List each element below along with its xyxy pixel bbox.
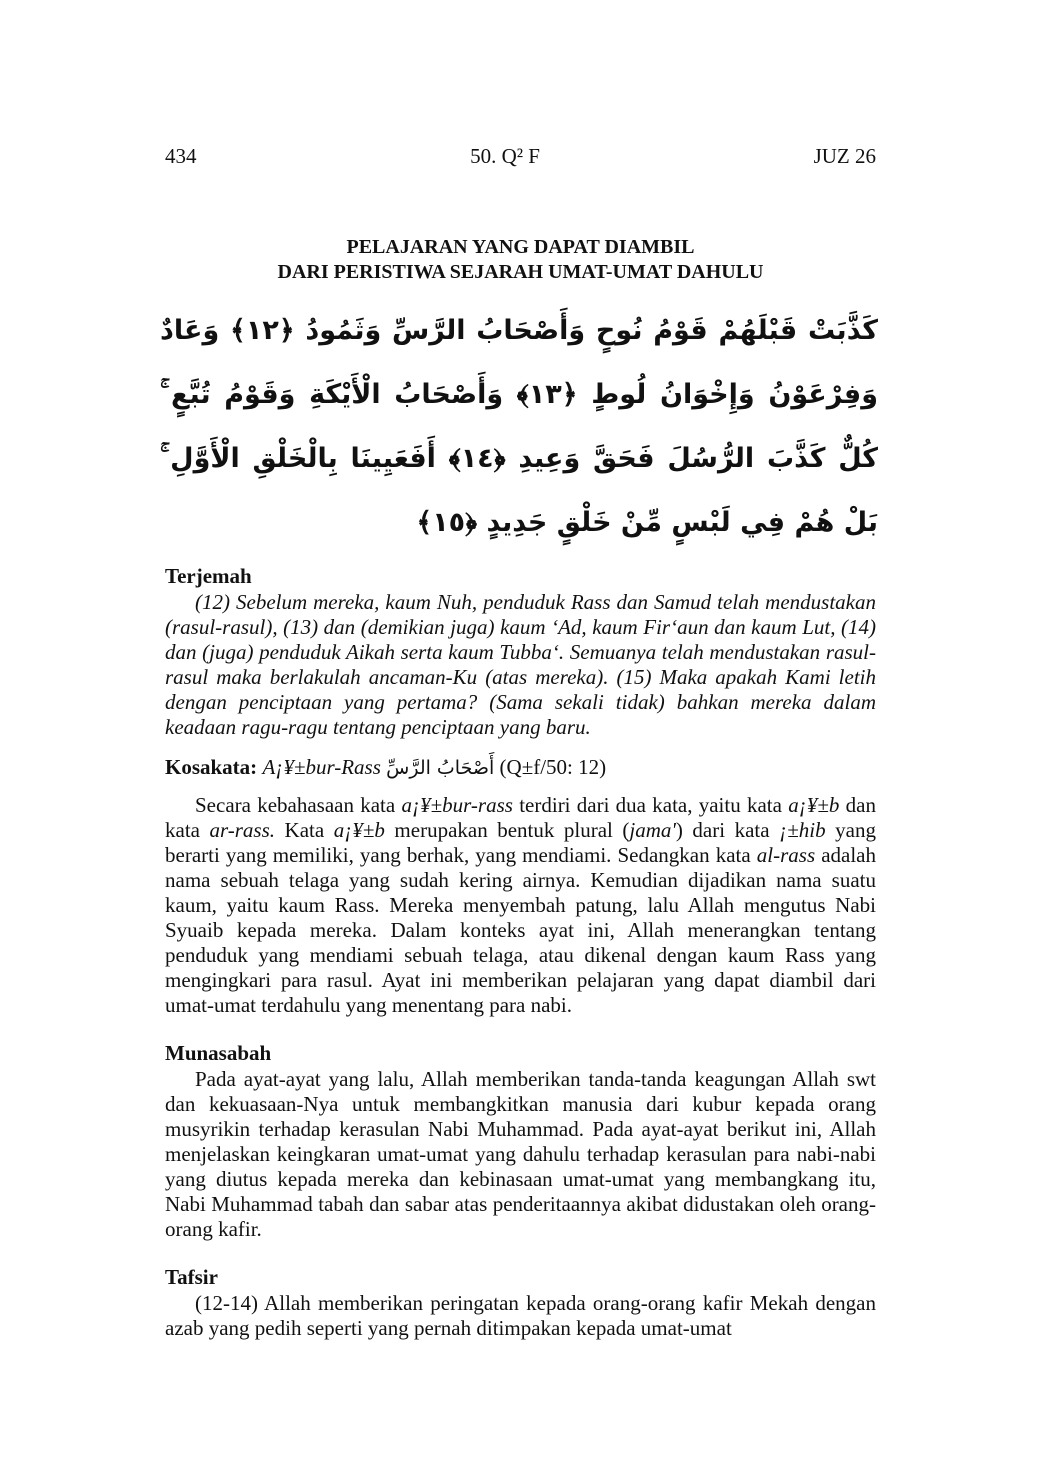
kosakata-arabic: أَصْحَابُ الرَّسِّ	[386, 757, 495, 779]
terjemah-text: (12) Sebelum mereka, kaum Nuh, penduduk Rass dan Samud telah mendustakan (rasul-rasul), (13) dan (demikian juga) kaum ‘Ad, kaum Fir‘aun dan kaum Lut, (14) dan (juga) penduduk Aikah serta kaum Tubba‘. Semuanya telah mendustakan rasul-rasul maka berlakulah ancaman-Ku (atas mereka). (15) Maka apakah Kami letih dengan penciptaan yang pertama? (Sama sekali tidak) bahkan mereka dalam keadaan ragu-ragu tentang penciptaan yang baru.	[165, 590, 876, 739]
kosakata-text: ) dari kata	[675, 818, 780, 842]
title-line-1: PELAJARAN YANG DAPAT DIAMBIL	[346, 236, 695, 258]
kosakata-term-italic: a¡¥±bur-rass	[401, 793, 513, 817]
kosakata-term-italic: a¡¥±b	[788, 793, 840, 817]
terjemah-heading: Terjemah	[165, 564, 252, 588]
kosakata-paragraph	[165, 793, 876, 1018]
kosakata-text: dan kata	[165, 793, 876, 842]
kosakata-term-italic: ¡±hib	[779, 818, 826, 842]
kosakata-text: terdiri dari dua kata, yaitu kata	[512, 793, 789, 817]
kosakata-text: Kata	[275, 818, 334, 842]
kosakata-text: yang berarti yang memiliki, yang berhak, yang mendiami. Sedangkan kata	[165, 818, 876, 867]
tafsir-heading: Tafsir	[165, 1265, 218, 1289]
kosakata-text: merupakan bentuk plural (	[384, 818, 630, 842]
kosakata-label: Kosakata:	[165, 755, 258, 779]
kosakata-ref: (Q±f/50: 12)	[499, 755, 607, 779]
running-header	[165, 143, 876, 169]
page-number: 434	[165, 144, 197, 168]
arabic-verses: كَذَّبَتْ قَبْلَهُمْ قَوْمُ نُوحٍ وَأَصْحَابُ الرَّسِّ وَثَمُودُ ﴿١٢﴾ وَعَادٌ وَفِرْعَوْنُ وَإِخْوَانُ لُوطٍ ﴿١٣﴾ وَأَصْحَابُ الْأَيْكَةِ وَقَوْمُ تُبَّعٍ ۚ كُلٌّ كَذَّبَ الرُّسُلَ فَحَقَّ وَعِيدِ ﴿١٤﴾ أَفَعَيِينَا بِالْخَلْقِ الْأَوَّلِ ۚ بَلْ هُمْ فِي لَبْسٍ مِّنْ خَلْقٍ جَدِيدٍ ﴿١٥﴾	[160, 315, 878, 538]
title-line-2: DARI PERISTIWA SEJARAH UMAT-UMAT DAHULU	[277, 261, 764, 283]
kosakata-term-italic: a¡¥±b	[333, 818, 385, 842]
kosakata-term-italic: jama'	[629, 818, 676, 842]
kosakata-text: Secara kebahasaan kata	[195, 793, 402, 817]
munasabah-heading: Munasabah	[165, 1041, 272, 1065]
tafsir-text: (12-14) Allah memberikan peringatan kepada orang-orang kafir Mekah dengan azab yang pedih seperti yang pernah ditimpakan kepada umat-umat	[165, 1291, 876, 1340]
kosakata-text: adalah nama sebuah telaga yang sudah kering airnya. Kemudian dijadikan nama suatu kaum, yaitu kaum Rass. Mereka menyembah patung, lalu Allah mengutus Nabi Syuaib kepada mereka. Dalam konteks ayat ini, Allah menerangkan tentang penduduk yang mendiami sebuah telaga, atau dikenal dengan kaum Rass yang mengingkari para rasul. Ayat ini memberikan pelajaran yang dapat diambil dari umat-umat terdahulu yang menentang para nabi.	[165, 843, 876, 1017]
kosakata-term-italic: al-rass	[756, 843, 816, 867]
page-body	[165, 563, 876, 1341]
kosakata-term: A¡¥±bur-Rass	[262, 755, 381, 779]
munasabah-text: Pada ayat-ayat yang lalu, Allah memberikan tanda-tanda keagungan Allah swt dan kekuasaan-Nya untuk membangkitkan manusia dari kubur kepada orang musyrikin terhadap kerasulan Nabi Muhammad. Pada ayat-ayat berikut ini, Allah menjelaskan keingkaran umat-umat yang dahulu terhadap kerasulan para nabi-nabi yang diutus kepada mereka dan kebinasaan umat-umat yang membangkang itu, Nabi Muhammad tabah dan sabar atas penderitaannya akibat didustakan oleh orang-orang kafir.	[165, 1067, 876, 1241]
kosakata-line	[165, 748, 876, 787]
surah-name: 50. Q² F	[470, 144, 540, 168]
kosakata-term-italic: ar-rass.	[209, 818, 276, 842]
section-title	[165, 235, 876, 285]
juz-label: JUZ 26	[813, 144, 876, 168]
